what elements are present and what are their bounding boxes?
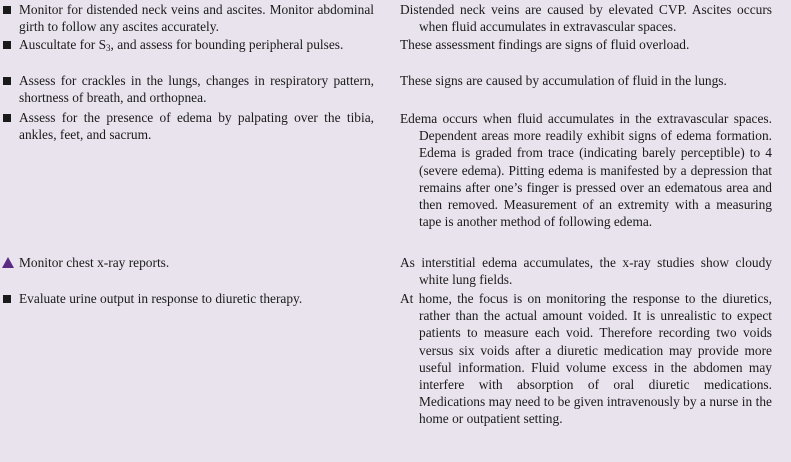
rationale-text: As interstitial edema accumulates, the x-ray studies show cloudy white lung fields. <box>400 255 772 288</box>
intervention-text: Monitor chest x-ray reports. <box>19 255 170 270</box>
rationale-cell <box>400 72 772 89</box>
intervention-cell <box>0 1 374 35</box>
rationale-cell <box>400 1 772 35</box>
square-bullet-icon <box>2 72 16 89</box>
triangle-bullet-icon <box>2 254 16 271</box>
intervention-cell <box>0 290 374 307</box>
rationale-cell <box>400 110 772 230</box>
square-bullet-icon <box>2 109 16 126</box>
rationale-cell <box>400 36 772 53</box>
intervention-cell <box>0 72 374 106</box>
intervention-cell <box>0 109 374 143</box>
intervention-text-pre: Auscultate for S <box>19 37 107 52</box>
intervention-text <box>19 36 374 53</box>
rationale-cell <box>400 290 772 428</box>
intervention-text: Monitor for distended neck veins and ascites. Monitor abdominal girth to follow any ascites accurately. <box>19 2 374 35</box>
square-bullet-icon <box>2 290 16 307</box>
intervention-text: Evaluate urine output in response to diuretic therapy. <box>19 291 303 306</box>
intervention-cell <box>0 254 374 271</box>
square-bullet-icon <box>2 1 16 18</box>
intervention-cell <box>0 36 374 53</box>
intervention-text-post: , and assess for bounding peripheral pulses. <box>110 37 344 52</box>
rationale-text: These assessment findings are signs of fluid overload. <box>400 37 690 52</box>
rationale-text: These signs are caused by accumulation of fluid in the lungs. <box>400 73 727 88</box>
rationale-text: At home, the focus is on monitoring the response to the diuretics, rather than the actual amount voided. It is unrealistic to expect patients to measure each void. Therefore recording two voids versus six voids after a diuretic medication may provide more useful information. Fluid volume excess in the abdomen may interfere with absorption of oral diuretic medications. Medications may need to be given intravenously by a nurse in the home or outpatient setting. <box>400 291 772 427</box>
subscript: 3 <box>106 43 111 53</box>
square-bullet-icon <box>2 36 16 53</box>
rationale-cell <box>400 254 772 288</box>
rationale-text: Edema occurs when fluid accumulates in the extravascular spaces. Dependent areas more readily exhibit signs of edema formation. Edema is graded from trace (indicating barely perceptible) to 4 (severe edema). Pitting edema is manifested by a depression that remains after one’s finger is pressed over an edematous area and then removed. Measurement of an extremity with a measuring tape is another method of following edema. <box>400 111 772 230</box>
rationale-text: Distended neck veins are caused by elevated CVP. Ascites occurs when fluid accumulates in extravascular spaces. <box>400 2 772 35</box>
intervention-text: Assess for the presence of edema by palpating over the tibia, ankles, feet, and sacrum. <box>19 110 374 143</box>
intervention-text: Assess for crackles in the lungs, changes in respiratory pattern, shortness of breath, and orthopnea. <box>19 73 374 106</box>
